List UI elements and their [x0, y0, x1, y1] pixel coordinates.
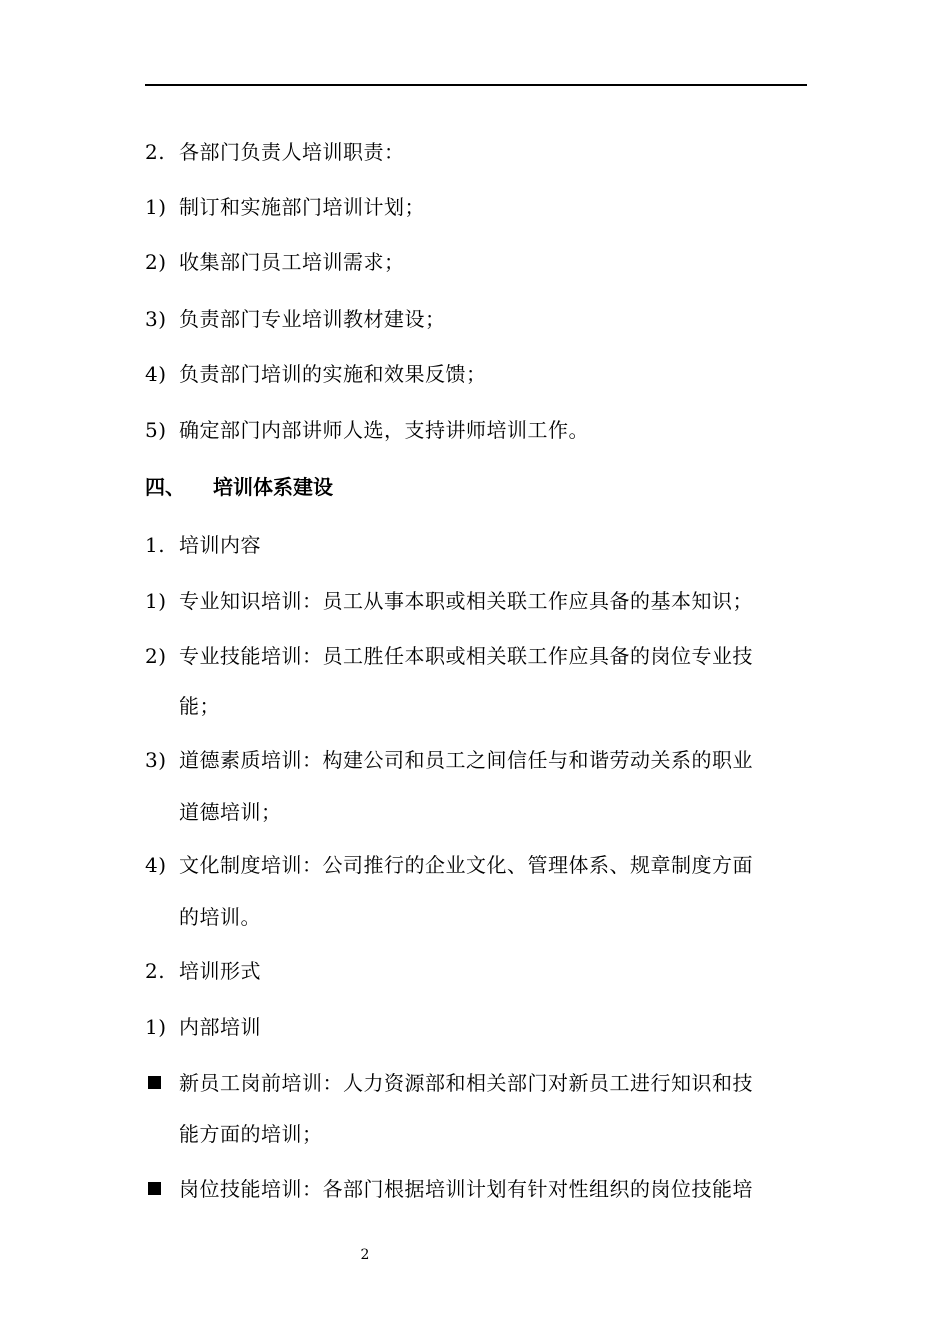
item-number: 4): [145, 362, 167, 386]
subsection-title: [145, 533, 261, 557]
subsection-title: [145, 959, 261, 983]
square-bullet-icon: [148, 1182, 161, 1195]
item-continuation: 能方面的培训；: [179, 1122, 323, 1146]
item-text: 培训内容: [179, 533, 261, 557]
list-item: [145, 362, 487, 386]
heading-number: 四、: [145, 475, 185, 499]
item-text: 负责部门专业培训教材建设；: [179, 307, 446, 331]
list-item: [145, 853, 753, 877]
bullet-item: [145, 1071, 753, 1095]
section-heading: [145, 475, 333, 499]
list-item: [145, 195, 425, 219]
item-text: 内部培训: [179, 1015, 261, 1039]
bullet-item: [145, 1177, 753, 1201]
list-item: [145, 140, 405, 164]
item-text: 培训形式: [179, 959, 261, 983]
item-text: 文化制度培训：公司推行的企业文化、管理体系、规章制度方面: [179, 853, 753, 877]
item-text: 专业技能培训：员工胜任本职或相关联工作应具备的岗位专业技: [179, 644, 753, 668]
item-continuation: 能；: [179, 694, 220, 718]
item-text: 道德素质培训：构建公司和员工之间信任与和谐劳动关系的职业: [179, 748, 753, 772]
item-text: 收集部门员工培训需求；: [179, 250, 405, 274]
item-number: 2.: [145, 959, 166, 983]
list-item: [145, 748, 753, 772]
item-text: 新员工岗前培训：人力资源部和相关部门对新员工进行知识和技: [179, 1071, 753, 1095]
header-rule: [145, 84, 807, 86]
item-number: 4): [145, 853, 167, 877]
item-continuation: 道德培训；: [179, 800, 282, 824]
item-number: 2): [145, 250, 167, 274]
list-item: [145, 418, 589, 442]
list-item: [145, 589, 753, 613]
item-number: 5): [145, 418, 167, 442]
item-number: 3): [145, 748, 167, 772]
item-text: 各部门负责人培训职责：: [179, 140, 405, 164]
item-number: 1): [145, 195, 167, 219]
item-number: 1): [145, 589, 167, 613]
item-text: 制订和实施部门培训计划；: [179, 195, 425, 219]
item-continuation: 的培训。: [179, 905, 261, 929]
item-text: 确定部门内部讲师人选，支持讲师培训工作。: [179, 418, 589, 442]
heading-text: 培训体系建设: [213, 475, 333, 499]
item-text: 岗位技能培训：各部门根据培训计划有针对性组织的岗位技能培: [179, 1177, 753, 1201]
square-bullet-icon: [148, 1076, 161, 1089]
page-number: 2: [360, 1247, 370, 1263]
list-item: [145, 1015, 261, 1039]
item-text: 专业知识培训：员工从事本职或相关联工作应具备的基本知识；: [179, 589, 753, 613]
item-number: 1.: [145, 533, 166, 557]
list-item: [145, 307, 446, 331]
item-number: 3): [145, 307, 167, 331]
list-item: [145, 250, 405, 274]
list-item: [145, 644, 753, 668]
item-text: 负责部门培训的实施和效果反馈；: [179, 362, 487, 386]
item-number: 2): [145, 644, 167, 668]
item-number: 2.: [145, 140, 166, 164]
item-number: 1): [145, 1015, 167, 1039]
